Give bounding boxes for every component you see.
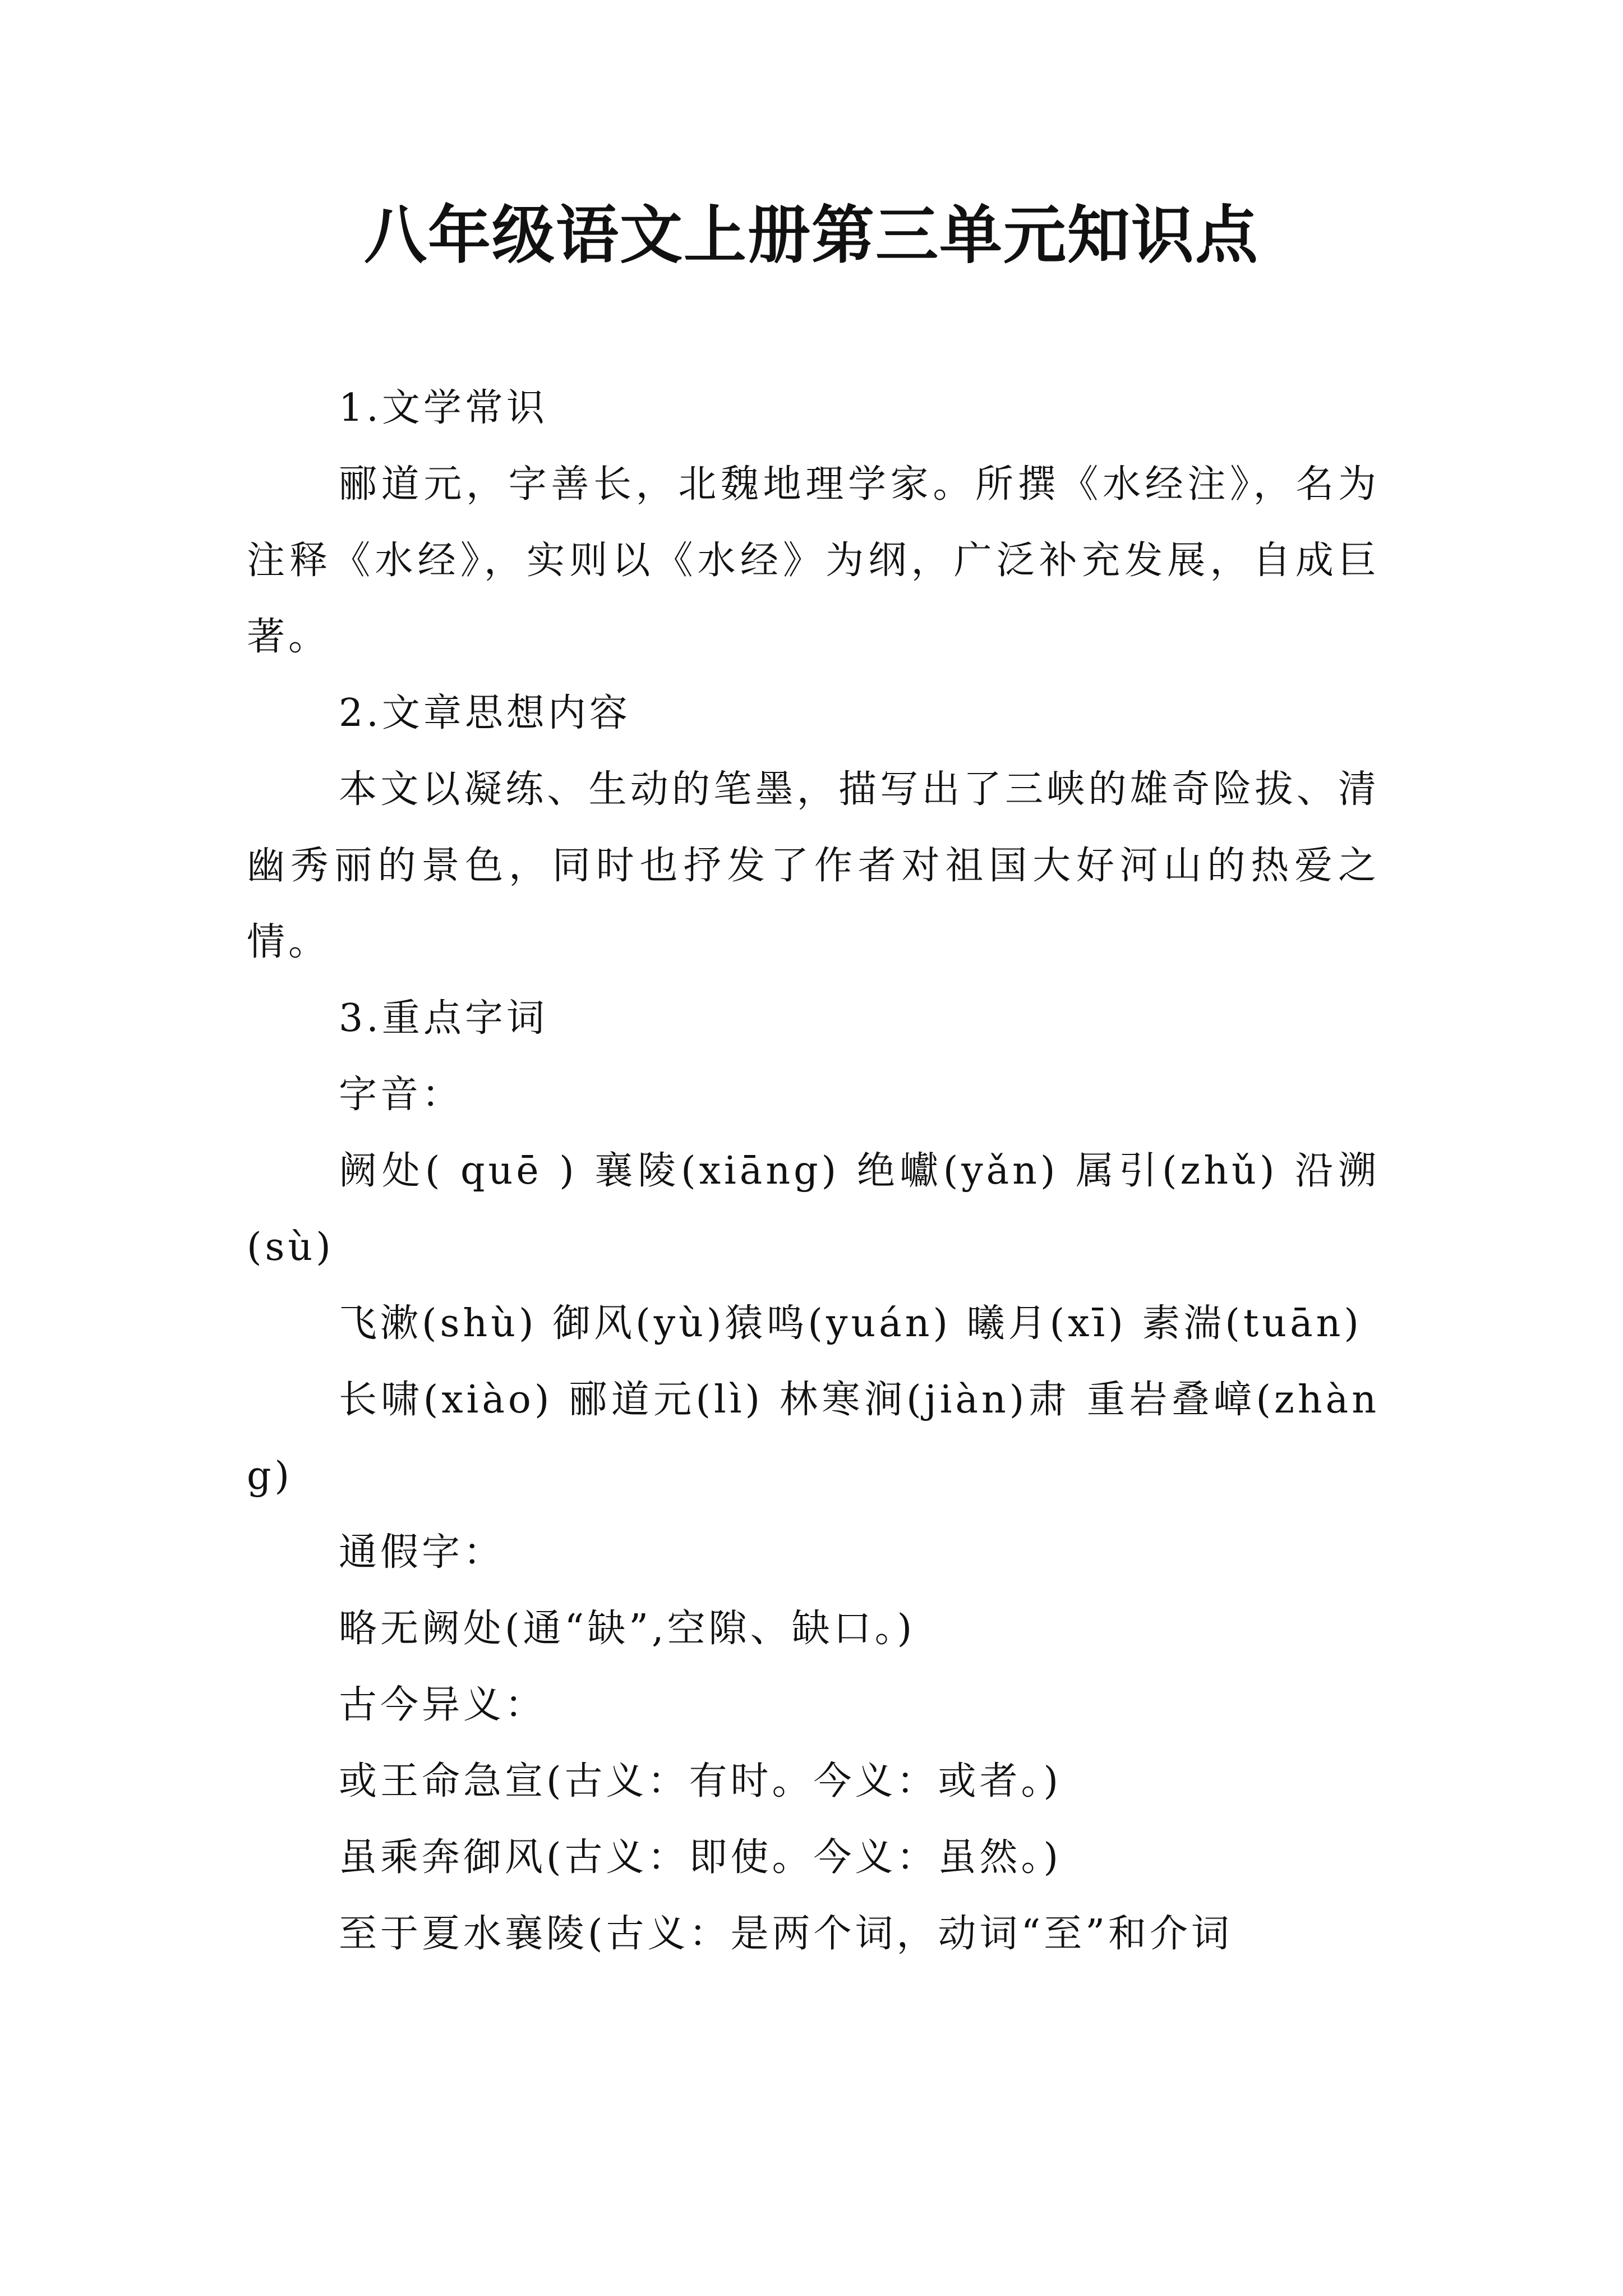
paragraph-pronunciation-2: 飞漱(shù) 御风(yù)猿鸣(yuán) 曦月(xī) 素湍(tuān) [339, 1301, 1362, 1346]
paragraph-author-info: 郦道元，字善长，北魏地理学家。所撰《水经注》，名为注释《水经》，实则以《水经》为纲，广泛补充发展，自成巨著。 [247, 462, 1380, 659]
paragraph-pronunciation-1: 阙处( quē ) 襄陵(xiāng) 绝巘(yǎn) 属引(zhǔ) 沿溯(sù) [247, 1149, 1380, 1269]
paragraph-ancient-modern-1: 或王命急宣(古义：有时。今义：或者。) [339, 1759, 1062, 1803]
paragraph-ancient-modern-label: 古今异义： [339, 1683, 547, 1727]
paragraph-pronunciation-3: 长啸(xiào) 郦道元(lì) 林寒涧(jiàn)肃 重岩叠嶂(zhàng) [247, 1378, 1380, 1498]
document-title: 八年级语文上册第三单元知识点 [364, 199, 1259, 272]
paragraph-heading-main-idea: 2.文章思想内容 [339, 691, 631, 735]
paragraph-interchangeable-1: 略无阙处(通“缺”,空隙、缺口。) [339, 1607, 916, 1651]
paragraph-main-idea: 本文以凝练、生动的笔墨，描写出了三峡的雄奇险拔、清幽秀丽的景色，同时也抒发了作者对祖国大好河山的热爱之情。 [247, 767, 1380, 964]
paragraph-interchangeable-label: 通假字： [339, 1530, 505, 1575]
paragraph-ancient-modern-2: 虽乘奔御风(古义：即使。今义：虽然。) [339, 1835, 1062, 1880]
paragraph-pronunciation-label: 字音： [339, 1073, 464, 1117]
document-body [247, 370, 1380, 1972]
paragraph-ancient-modern-3: 至于夏水襄陵(古义：是两个词，动词“至”和介词 [339, 1912, 1233, 1956]
paragraph-heading-literary-knowledge: 1.文学常识 [339, 386, 548, 430]
paragraph-heading-key-words: 3.重点字词 [339, 996, 548, 1041]
